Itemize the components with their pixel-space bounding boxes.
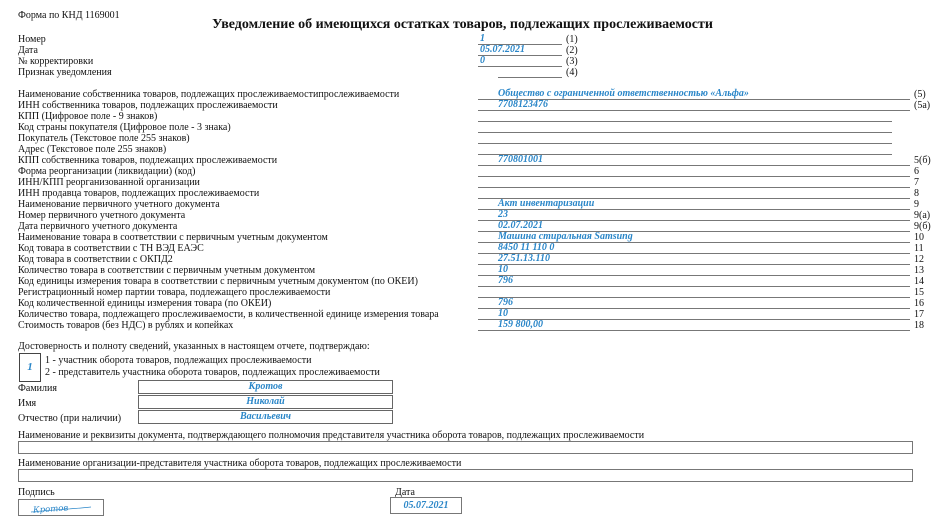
date-field[interactable] — [478, 45, 562, 56]
page-title: Уведомление об имеющихся остатках товаров, подлежащих прослеживаемости — [212, 17, 713, 32]
field-number: (3) — [566, 56, 578, 67]
field-label: ИНН собственника товаров, подлежащих прослеживаемости — [18, 100, 278, 111]
field-label: Номер первичного учетного документа — [18, 210, 186, 221]
field-label: Наименование собственника товаров, подлежащих прослеживаемостипрослеживаемости — [18, 89, 400, 100]
buyer-field[interactable] — [478, 133, 892, 144]
field-number: 7 — [914, 177, 919, 188]
okpd2-code-field[interactable] — [478, 254, 910, 265]
field-label: ИНН/КПП реорганизованной организации — [18, 177, 200, 188]
field-value: 159 800,00 — [498, 319, 543, 330]
signer-type-box[interactable]: 1 — [19, 353, 41, 382]
field-label: Код количественной единицы измерения товара (по ОКЕИ) — [18, 298, 272, 309]
field-value: 05.07.2021 — [480, 44, 525, 55]
representative-org-field[interactable] — [18, 469, 913, 482]
field-value: 796 — [498, 297, 513, 308]
surname-label: Фамилия — [18, 383, 57, 394]
field-label: Наименование товара в соответствии с первичным учетным документом — [18, 232, 328, 243]
field-label: Признак уведомления — [18, 67, 112, 78]
field-number: 10 — [914, 232, 924, 243]
field-value: 23 — [498, 209, 508, 220]
field-label: Код единицы измерения товара в соответствии с первичным учетным документом (по ОКЕИ) — [18, 276, 418, 287]
field-label: Дата первичного учетного документа — [18, 221, 178, 232]
field-value: 10 — [498, 308, 508, 319]
field-label: Номер — [18, 34, 46, 45]
field-label: Форма реорганизации (ликвидации) (код) — [18, 166, 196, 177]
authority-doc-label: Наименование и реквизиты документа, подтверждающего полномочия представителя участника оборота товаров, подлежащих прослеживаемости — [18, 430, 645, 441]
svg-text:Кротов: Кротов — [32, 503, 69, 516]
field-value: Акт инвентаризации — [498, 198, 595, 209]
field-number: 8 — [914, 188, 919, 199]
field-label: Стоимость товаров (без НДС) в рублях и копейках — [18, 320, 234, 331]
field-label: КПП (Цифровое поле - 9 знаков) — [18, 111, 158, 122]
field-label: Покупатель (Текстовое поле 255 знаков) — [18, 133, 190, 144]
field-value: 1 — [480, 33, 485, 44]
field-label: Количество товара в соответствии с первичным учетным документом — [18, 265, 316, 276]
field-label: Адрес (Текстовое поле 255 знаков) — [18, 144, 167, 155]
doc-name-field[interactable] — [478, 199, 910, 210]
doc-unit-code-field[interactable] — [478, 276, 910, 287]
confirm-title: Достоверность и полноту сведений, указанных в настоящем отчете, подтверждаю: — [18, 341, 370, 352]
field-value: Машина стиральная Samsung — [498, 231, 633, 242]
field-number: 6 — [914, 166, 919, 177]
authority-doc-field[interactable] — [18, 441, 913, 454]
field-number: 13 — [914, 265, 924, 276]
notice-sign-field[interactable] — [498, 67, 562, 78]
signature-field[interactable] — [18, 499, 104, 516]
field-label: Код страны покупателя (Цифровое поле - 3 знака) — [18, 122, 231, 133]
field-number: 12 — [914, 254, 924, 265]
field-label: Наименование первичного учетного документа — [18, 199, 220, 210]
field-number: (5а) — [914, 100, 931, 111]
field-number: (2) — [566, 45, 578, 56]
batch-number-field[interactable] — [478, 287, 910, 298]
cost-field[interactable] — [478, 320, 910, 331]
knd-code: Форма по КНД 1169001 — [18, 10, 120, 21]
field-number: 16 — [914, 298, 924, 309]
field-number: (4) — [566, 67, 578, 78]
doc-quantity-field[interactable] — [478, 265, 910, 276]
field-label: Количество товара, подлежащего прослеживаемости, в количественной единице измерения товара — [18, 309, 439, 320]
field-number: 9(б) — [914, 221, 931, 232]
field-number: 5(б) — [914, 155, 931, 166]
field-label: КПП собственника товаров, подлежащих прослеживаемости — [18, 155, 278, 166]
owner-kpp-field[interactable] — [478, 155, 910, 166]
name-label: Имя — [18, 398, 37, 409]
owner-inn-field[interactable] — [478, 100, 910, 111]
field-label: Регистрационный номер партии товара, подлежащего прослеживаемости — [18, 287, 331, 298]
field-value: 7708123476 — [498, 99, 548, 110]
field-number: 17 — [914, 309, 924, 320]
signature-date-field[interactable]: 05.07.2021 — [390, 497, 462, 514]
signer-option-representative: 2 - представитель участника оборота товаров, подлежащих прослеживаемости — [45, 367, 380, 378]
name-field[interactable]: Николай — [138, 395, 393, 409]
field-value: 770801001 — [498, 154, 543, 165]
unit-code-field[interactable] — [478, 298, 910, 309]
signer-option-participant: 1 - участник оборота товаров, подлежащих прослеживаемости — [45, 355, 312, 366]
field-number: (5) — [914, 89, 926, 100]
field-number: (1) — [566, 34, 578, 45]
patronymic-field[interactable]: Васильевич — [138, 410, 393, 424]
field-label: Код товара в соответствии с ОКПД2 — [18, 254, 173, 265]
field-number: 9(а) — [914, 210, 931, 221]
field-label: Код товара в соответствии с ТН ВЭД ЕАЭС — [18, 243, 204, 254]
representative-org-label: Наименование организации-представителя участника оборота товаров, подлежащих прослеживаемости — [18, 458, 462, 469]
field-number: 15 — [914, 287, 924, 298]
field-number: 11 — [914, 243, 924, 254]
field-number: 18 — [914, 320, 924, 331]
reorg-inn-field[interactable] — [478, 177, 910, 188]
signature-label: Подпись — [18, 487, 55, 498]
reorg-form-field[interactable] — [478, 166, 910, 177]
field-label: № корректировки — [18, 56, 94, 67]
handwritten-signature — [19, 500, 103, 515]
field-value: 02.07.2021 — [498, 220, 543, 231]
field-label: Дата — [18, 45, 38, 56]
field-value: 10 — [498, 264, 508, 275]
field-number: 14 — [914, 276, 924, 287]
country-code-field[interactable] — [478, 122, 892, 133]
kpp-field[interactable] — [478, 111, 892, 122]
field-value: 0 — [480, 55, 485, 66]
correction-field[interactable] — [478, 56, 562, 67]
patronymic-label: Отчество (при наличии) — [18, 413, 122, 424]
field-value: Общество с ограниченной ответственностью «Альфа» — [498, 88, 749, 99]
surname-field[interactable]: Кротов — [138, 380, 393, 394]
field-value: 8450 11 110 0 — [498, 242, 555, 253]
field-value: 27.51.13.110 — [498, 253, 550, 264]
field-label: ИНН продавца товаров, подлежащих прослеживаемости — [18, 188, 260, 199]
date-label: Дата — [395, 487, 415, 498]
field-value: 796 — [498, 275, 513, 286]
field-number: 9 — [914, 199, 919, 210]
